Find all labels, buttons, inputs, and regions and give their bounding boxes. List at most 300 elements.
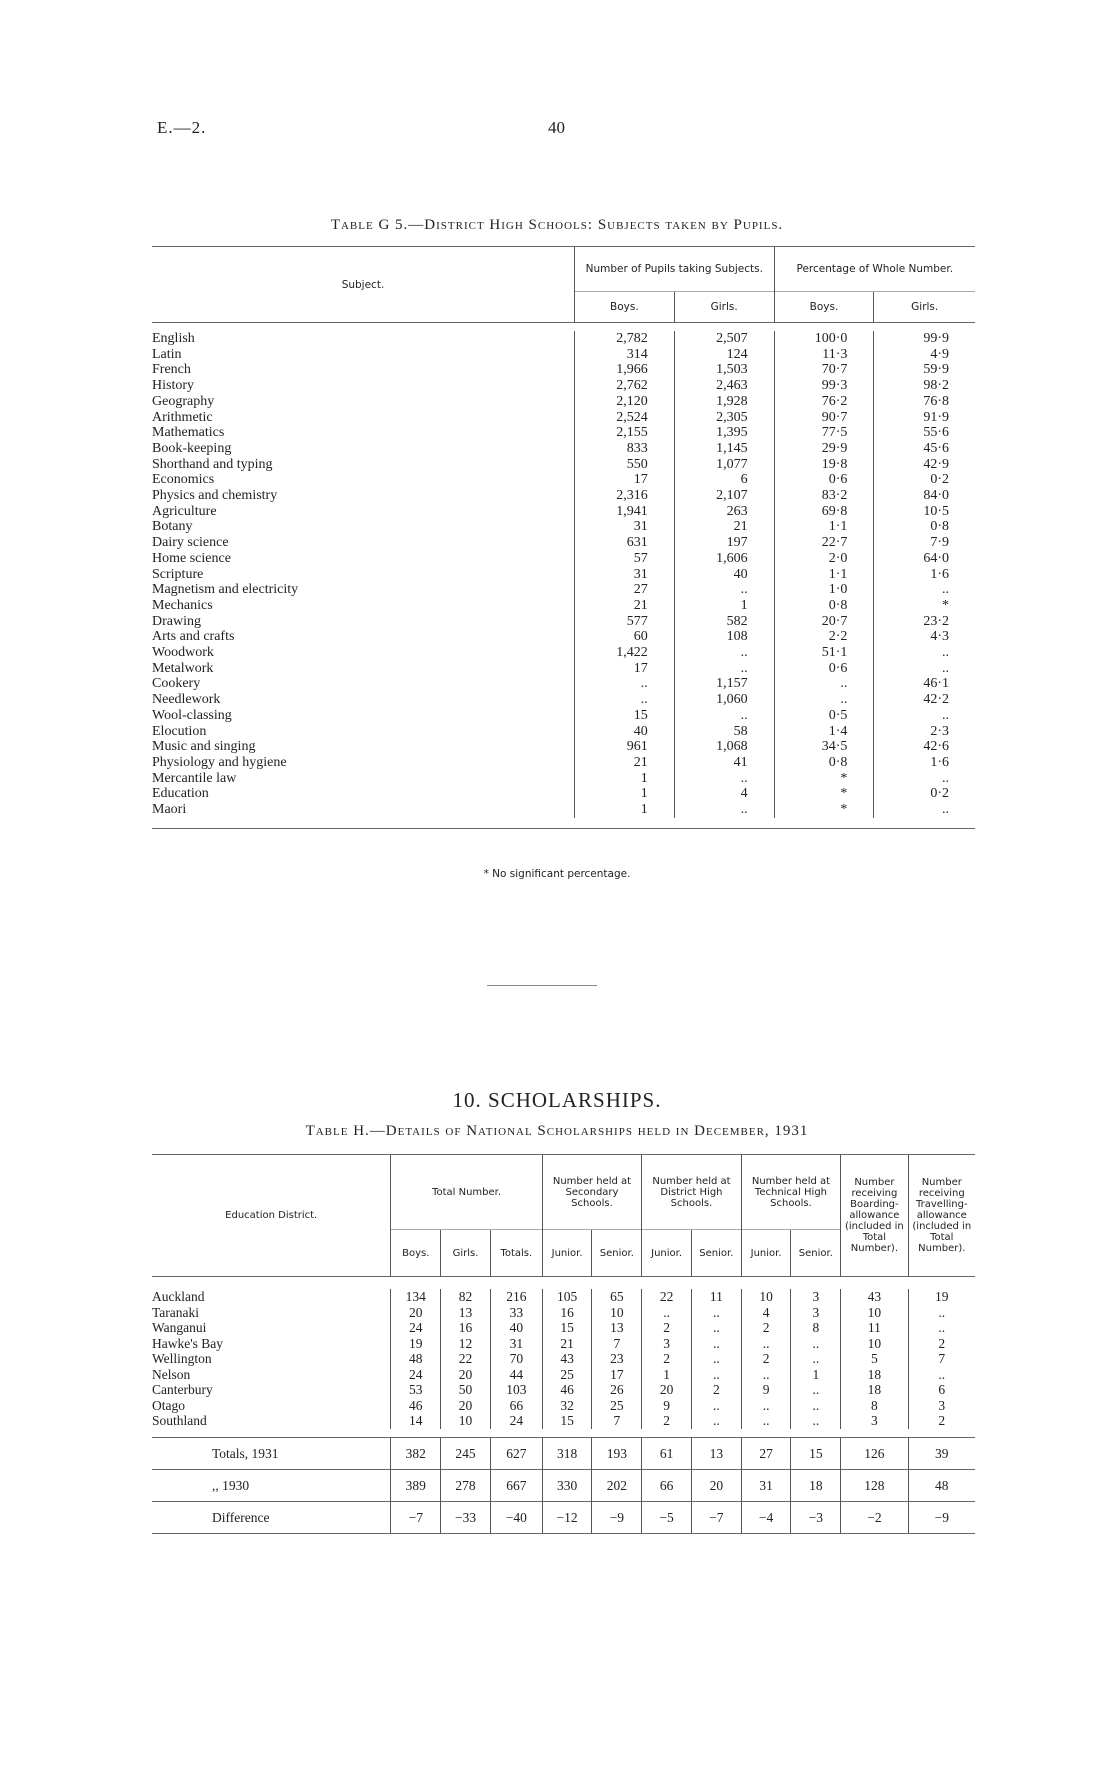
cell-subject: Shorthand and typing: [152, 456, 273, 472]
table-row: [152, 1398, 975, 1414]
cell-boys: 2,316: [574, 488, 674, 504]
cell-girls: 4: [674, 786, 774, 802]
cell-girls: 1: [674, 598, 774, 614]
cell-boys: 57: [574, 551, 674, 567]
cell-pct-boys: 22·7: [774, 535, 874, 551]
cell-value: 14: [391, 1413, 441, 1429]
cell-value: 44: [490, 1367, 542, 1383]
cell-pct-boys: 11·3: [774, 347, 874, 363]
cell-value: 15: [542, 1320, 592, 1336]
cell-subject: Woodwork: [152, 645, 214, 661]
cell-value: 8: [841, 1398, 908, 1414]
cell-value: ..: [791, 1382, 841, 1398]
cell-value: ..: [741, 1398, 791, 1414]
cell-pct-girls: 91·9: [874, 410, 975, 426]
cell-district: Taranaki: [152, 1304, 200, 1320]
cell-boys: 1: [574, 786, 674, 802]
col-boys: Boys.: [391, 1230, 441, 1277]
cell-value: −2: [841, 1501, 908, 1533]
cell-pct-boys: 0·6: [774, 472, 874, 488]
cell-pct-boys: 83·2: [774, 488, 874, 504]
cell-value: 2: [642, 1351, 692, 1367]
cell-value: 20: [691, 1469, 741, 1501]
cell-girls: 197: [674, 535, 774, 551]
cell-girls: 263: [674, 504, 774, 520]
col-boarding: Number receiving Boarding-allowance (included in Total Number).: [841, 1155, 908, 1277]
cell-boys: 631: [574, 535, 674, 551]
cell-pct-boys: 29·9: [774, 441, 874, 457]
cell-pct-boys: 1·1: [774, 519, 874, 535]
cell-value: 27: [741, 1437, 791, 1469]
cell-subject: Book-keeping: [152, 440, 232, 456]
cell-boys: 17: [574, 472, 674, 488]
cell-subject: Physics and chemistry: [152, 488, 278, 504]
cell-girls: 1,157: [674, 676, 774, 692]
cell-value: −33: [441, 1501, 491, 1533]
cell-value: 3: [841, 1413, 908, 1429]
col-girls: Girls.: [674, 292, 774, 323]
cell-subject: Geography: [152, 393, 215, 409]
cell-pct-boys: ..: [774, 676, 874, 692]
cell-boys: 60: [574, 629, 674, 645]
cell-value: ..: [791, 1413, 841, 1429]
cell-boys: 40: [574, 724, 674, 740]
cell-subject: Arts and crafts: [152, 629, 235, 645]
cell-value: 2: [691, 1382, 741, 1398]
col-secondary-group: Number held at Secondary Schools.: [542, 1155, 642, 1230]
cell-value: ..: [691, 1336, 741, 1352]
page-number: 40: [548, 118, 565, 137]
cell-pct-boys: 1·1: [774, 567, 874, 583]
cell-value: −7: [691, 1501, 741, 1533]
cell-value: 330: [542, 1469, 592, 1501]
cell-value: 20: [642, 1382, 692, 1398]
cell-value: 25: [592, 1398, 642, 1414]
cell-value: 2: [741, 1320, 791, 1336]
table-row: [152, 472, 975, 488]
table-row: [152, 802, 975, 818]
cell-subject: Elocution: [152, 723, 207, 739]
cell-pct-girls: 0·2: [874, 786, 975, 802]
cell-value: 2: [642, 1413, 692, 1429]
cell-boys: 31: [574, 519, 674, 535]
cell-boys: 961: [574, 739, 674, 755]
cell-value: 7: [592, 1413, 642, 1429]
cell-value: 17: [592, 1367, 642, 1383]
cell-boys: 17: [574, 661, 674, 677]
cell-boys: 15: [574, 708, 674, 724]
cell-pct-girls: ..: [874, 771, 975, 787]
cell-value: 40: [490, 1320, 542, 1336]
cell-pct-girls: 42·2: [874, 692, 975, 708]
cell-value: 66: [642, 1469, 692, 1501]
cell-pct-girls: 64·0: [874, 551, 975, 567]
cell-value: −40: [490, 1501, 542, 1533]
cell-district: Nelson: [152, 1366, 191, 1382]
cell-pct-girls: 4·9: [874, 347, 975, 363]
cell-girls: 6: [674, 472, 774, 488]
cell-district: Wellington: [152, 1351, 212, 1366]
cell-girls: 41: [674, 755, 774, 771]
cell-pct-girls: 0·2: [874, 472, 975, 488]
cell-girls: 124: [674, 347, 774, 363]
cell-value: 9: [642, 1398, 692, 1414]
cell-value: 134: [391, 1289, 441, 1305]
col-pct-boys: Boys.: [774, 292, 874, 323]
cell-boys: 833: [574, 441, 674, 457]
cell-boys: 21: [574, 755, 674, 771]
cell-value: 50: [441, 1382, 491, 1398]
cell-value: 12: [441, 1336, 491, 1352]
cell-value: 24: [490, 1413, 542, 1429]
cell-subject: Metalwork: [152, 660, 214, 676]
cell-girls: ..: [674, 708, 774, 724]
cell-value: 11: [841, 1320, 908, 1336]
cell-girls: ..: [674, 645, 774, 661]
cell-girls: 58: [674, 724, 774, 740]
cell-girls: 108: [674, 629, 774, 645]
cell-girls: 40: [674, 567, 774, 583]
cell-value: 46: [391, 1398, 441, 1414]
cell-subject: French: [152, 362, 191, 378]
cell-pct-girls: 84·0: [874, 488, 975, 504]
cell-value: 10: [741, 1289, 791, 1305]
table-row: [152, 362, 975, 378]
cell-girls: 1,060: [674, 692, 774, 708]
cell-value: −9: [908, 1501, 975, 1533]
cell-district: Wanganui: [152, 1320, 207, 1335]
cell-boys: 550: [574, 457, 674, 473]
col-subject: Subject.: [341, 278, 385, 291]
col-pct-group: Percentage of Whole Number.: [774, 247, 975, 292]
cell-girls: 1,395: [674, 425, 774, 441]
cell-pct-boys: 90·7: [774, 410, 874, 426]
cell-value: 3: [791, 1305, 841, 1321]
table-row: [152, 676, 975, 692]
cell-subject: Agriculture: [152, 503, 217, 519]
table-row: [152, 457, 975, 473]
cell-pct-girls: 42·6: [874, 739, 975, 755]
table-row: [152, 519, 975, 535]
cell-pct-boys: 77·5: [774, 425, 874, 441]
cell-pct-boys: 2·0: [774, 551, 874, 567]
col-totals: Totals.: [490, 1230, 542, 1277]
cell-girls: 582: [674, 614, 774, 630]
cell-pct-girls: 76·8: [874, 394, 975, 410]
col-girls: Girls.: [441, 1230, 491, 1277]
cell-pct-boys: *: [774, 771, 874, 787]
cell-value: 1: [642, 1367, 692, 1383]
cell-pct-girls: 45·6: [874, 441, 975, 457]
cell-value: 667: [490, 1469, 542, 1501]
cell-value: 1: [791, 1367, 841, 1383]
cell-value: 22: [441, 1351, 491, 1367]
cell-value: ..: [791, 1336, 841, 1352]
cell-value: 26: [592, 1382, 642, 1398]
cell-value: ..: [791, 1398, 841, 1414]
cell-pct-girls: 7·9: [874, 535, 975, 551]
cell-pct-boys: 0·5: [774, 708, 874, 724]
cell-value: 18: [841, 1367, 908, 1383]
cell-value: 48: [908, 1469, 975, 1501]
table-row: [152, 551, 975, 567]
cell-value: 3: [642, 1336, 692, 1352]
cell-value: −12: [542, 1501, 592, 1533]
table-row: [152, 425, 975, 441]
cell-pct-boys: 2·2: [774, 629, 874, 645]
table-row: [152, 1305, 975, 1321]
cell-pct-girls: 1·6: [874, 755, 975, 771]
cell-value: 10: [841, 1305, 908, 1321]
table-row: [152, 1437, 975, 1469]
table-row: [152, 786, 975, 802]
cell-girls: 2,107: [674, 488, 774, 504]
table-row: [152, 692, 975, 708]
cell-value: 318: [542, 1437, 592, 1469]
cell-girls: ..: [674, 802, 774, 818]
cell-subject: Mechanics: [152, 597, 213, 613]
cell-value: ..: [691, 1367, 741, 1383]
cell-value: 16: [542, 1305, 592, 1321]
cell-value: 82: [441, 1289, 491, 1305]
cell-district: Auckland: [152, 1289, 205, 1304]
cell-value: 39: [908, 1437, 975, 1469]
table-row: [152, 614, 975, 630]
cell-value: 18: [841, 1382, 908, 1398]
cell-value: 2: [908, 1336, 975, 1352]
cell-value: 18: [791, 1469, 841, 1501]
cell-value: 3: [908, 1398, 975, 1414]
col-number-group: Number of Pupils taking Subjects.: [574, 247, 774, 292]
cell-subject: English: [152, 331, 195, 346]
cell-pct-girls: 2·3: [874, 724, 975, 740]
cell-district: Totals, 1931: [212, 1445, 279, 1461]
cell-value: 10: [841, 1336, 908, 1352]
cell-value: 23: [592, 1351, 642, 1367]
cell-value: 2: [741, 1351, 791, 1367]
cell-value: 4: [741, 1305, 791, 1321]
table-g5-footnote: * No significant percentage.: [483, 868, 631, 880]
cell-value: 103: [490, 1382, 542, 1398]
cell-value: 105: [542, 1289, 592, 1305]
cell-pct-boys: 70·7: [774, 362, 874, 378]
cell-value: −7: [391, 1501, 441, 1533]
cell-value: 53: [391, 1382, 441, 1398]
cell-subject: Music and singing: [152, 739, 256, 755]
table-row: [152, 535, 975, 551]
table-row: [152, 1413, 975, 1429]
table-row: [152, 724, 975, 740]
cell-boys: 1,941: [574, 504, 674, 520]
cell-pct-girls: 4·3: [874, 629, 975, 645]
cell-value: ..: [741, 1336, 791, 1352]
cell-pct-boys: 76·2: [774, 394, 874, 410]
cell-value: ..: [908, 1367, 975, 1383]
cell-value: 7: [908, 1351, 975, 1367]
cell-pct-girls: 46·1: [874, 676, 975, 692]
cell-value: ..: [642, 1305, 692, 1321]
cell-value: ..: [908, 1305, 975, 1321]
cell-girls: 1,928: [674, 394, 774, 410]
cell-subject: Dairy science: [152, 535, 229, 551]
table-row: [152, 645, 975, 661]
table-row: [152, 582, 975, 598]
table-row: [152, 1367, 975, 1383]
cell-girls: 21: [674, 519, 774, 535]
col-secondary-junior: Junior.: [542, 1230, 592, 1277]
cell-value: 21: [542, 1336, 592, 1352]
cell-value: ..: [691, 1320, 741, 1336]
cell-pct-girls: 59·9: [874, 362, 975, 378]
cell-pct-boys: 51·1: [774, 645, 874, 661]
cell-pct-girls: ..: [874, 661, 975, 677]
cell-subject: Maori: [152, 802, 187, 818]
cell-subject: Cookery: [152, 676, 201, 692]
table-row: [152, 441, 975, 457]
cell-pct-girls: ..: [874, 645, 975, 661]
cell-girls: ..: [674, 771, 774, 787]
cell-value: 7: [592, 1336, 642, 1352]
table-row: [152, 661, 975, 677]
cell-value: 22: [642, 1289, 692, 1305]
cell-pct-boys: 99·3: [774, 378, 874, 394]
cell-pct-girls: 42·9: [874, 457, 975, 473]
cell-value: 11: [691, 1289, 741, 1305]
cell-value: 20: [441, 1367, 491, 1383]
cell-girls: ..: [674, 582, 774, 598]
table-row: [152, 1289, 975, 1305]
cell-value: 10: [592, 1305, 642, 1321]
col-secondary-senior: Senior.: [592, 1230, 642, 1277]
cell-value: 9: [741, 1382, 791, 1398]
cell-subject: Physiology and hygiene: [152, 754, 287, 770]
col-technical-senior: Senior.: [791, 1230, 841, 1277]
cell-boys: 577: [574, 614, 674, 630]
col-pct-girls: Girls.: [874, 292, 975, 323]
cell-pct-girls: 0·8: [874, 519, 975, 535]
cell-pct-boys: 0·8: [774, 598, 874, 614]
table-row: [152, 488, 975, 504]
table-row: [152, 347, 975, 363]
cell-value: 33: [490, 1305, 542, 1321]
cell-value: 32: [542, 1398, 592, 1414]
table-g5: [152, 246, 975, 829]
cell-value: 31: [490, 1336, 542, 1352]
table-row: [152, 504, 975, 520]
cell-value: 5: [841, 1351, 908, 1367]
cell-value: 13: [691, 1437, 741, 1469]
document-reference: E.—2.: [157, 118, 207, 137]
cell-subject: Drawing: [152, 613, 201, 629]
cell-value: 202: [592, 1469, 642, 1501]
cell-pct-girls: ..: [874, 708, 975, 724]
table-row: [152, 629, 975, 645]
cell-value: 10: [441, 1413, 491, 1429]
cell-value: 382: [391, 1437, 441, 1469]
table-row: [152, 1351, 975, 1367]
cell-value: 20: [391, 1305, 441, 1321]
cell-district: Otago: [152, 1397, 185, 1413]
table-row: [152, 331, 975, 347]
col-total-group: Total Number.: [391, 1155, 542, 1230]
cell-value: 627: [490, 1437, 542, 1469]
cell-subject: Economics: [152, 472, 215, 488]
cell-value: 389: [391, 1469, 441, 1501]
cell-pct-girls: 10·5: [874, 504, 975, 520]
cell-value: ..: [741, 1413, 791, 1429]
cell-boys: 1: [574, 771, 674, 787]
cell-girls: 1,145: [674, 441, 774, 457]
cell-value: 128: [841, 1469, 908, 1501]
cell-boys: 2,120: [574, 394, 674, 410]
cell-value: 70: [490, 1351, 542, 1367]
cell-value: 43: [542, 1351, 592, 1367]
col-district-senior: Senior.: [691, 1230, 741, 1277]
cell-value: 2: [908, 1413, 975, 1429]
cell-pct-girls: 23·2: [874, 614, 975, 630]
cell-value: 24: [391, 1367, 441, 1383]
col-district: Education District.: [225, 1210, 318, 1221]
cell-boys: 314: [574, 347, 674, 363]
cell-district: Hawke's Bay: [152, 1335, 224, 1351]
cell-pct-boys: *: [774, 802, 874, 818]
cell-pct-boys: 20·7: [774, 614, 874, 630]
cell-value: 61: [642, 1437, 692, 1469]
table-row: [152, 567, 975, 583]
table-row: [152, 708, 975, 724]
cell-pct-girls: 1·6: [874, 567, 975, 583]
table-g5-title: Table G 5.—District High Schools: Subjects taken by Pupils.: [330, 217, 784, 233]
cell-girls: 1,503: [674, 362, 774, 378]
cell-subject: Scripture: [152, 566, 204, 582]
cell-pct-boys: 69·8: [774, 504, 874, 520]
cell-subject: Botany: [152, 519, 193, 535]
cell-pct-boys: *: [774, 786, 874, 802]
col-boys: Boys.: [574, 292, 674, 323]
cell-district: Difference: [212, 1509, 270, 1525]
cell-value: 15: [791, 1437, 841, 1469]
cell-district: Southland: [152, 1413, 207, 1428]
table-row: [152, 1469, 975, 1501]
cell-value: −9: [592, 1501, 642, 1533]
cell-boys: 21: [574, 598, 674, 614]
cell-value: ..: [691, 1398, 741, 1414]
table-row: [152, 378, 975, 394]
cell-boys: 1: [574, 802, 674, 818]
cell-district: Canterbury: [152, 1382, 213, 1397]
cell-girls: 2,507: [674, 331, 774, 347]
cell-value: ..: [691, 1305, 741, 1321]
cell-pct-boys: 100·0: [774, 331, 874, 347]
col-technical-group: Number held at Technical High Schools.: [741, 1155, 841, 1230]
cell-value: 13: [441, 1305, 491, 1321]
cell-value: ..: [791, 1351, 841, 1367]
cell-value: 3: [791, 1289, 841, 1305]
cell-value: 48: [391, 1351, 441, 1367]
table-row: [152, 598, 975, 614]
cell-value: ..: [741, 1367, 791, 1383]
cell-district: ,, 1930: [212, 1477, 250, 1493]
cell-girls: 1,068: [674, 739, 774, 755]
cell-girls: 2,463: [674, 378, 774, 394]
cell-pct-girls: 99·9: [874, 331, 975, 347]
cell-subject: Mercantile law: [152, 770, 237, 786]
table-row: [152, 1501, 975, 1533]
cell-value: −5: [642, 1501, 692, 1533]
col-technical-junior: Junior.: [741, 1230, 791, 1277]
table-row: [152, 771, 975, 787]
table-row: [152, 1382, 975, 1398]
